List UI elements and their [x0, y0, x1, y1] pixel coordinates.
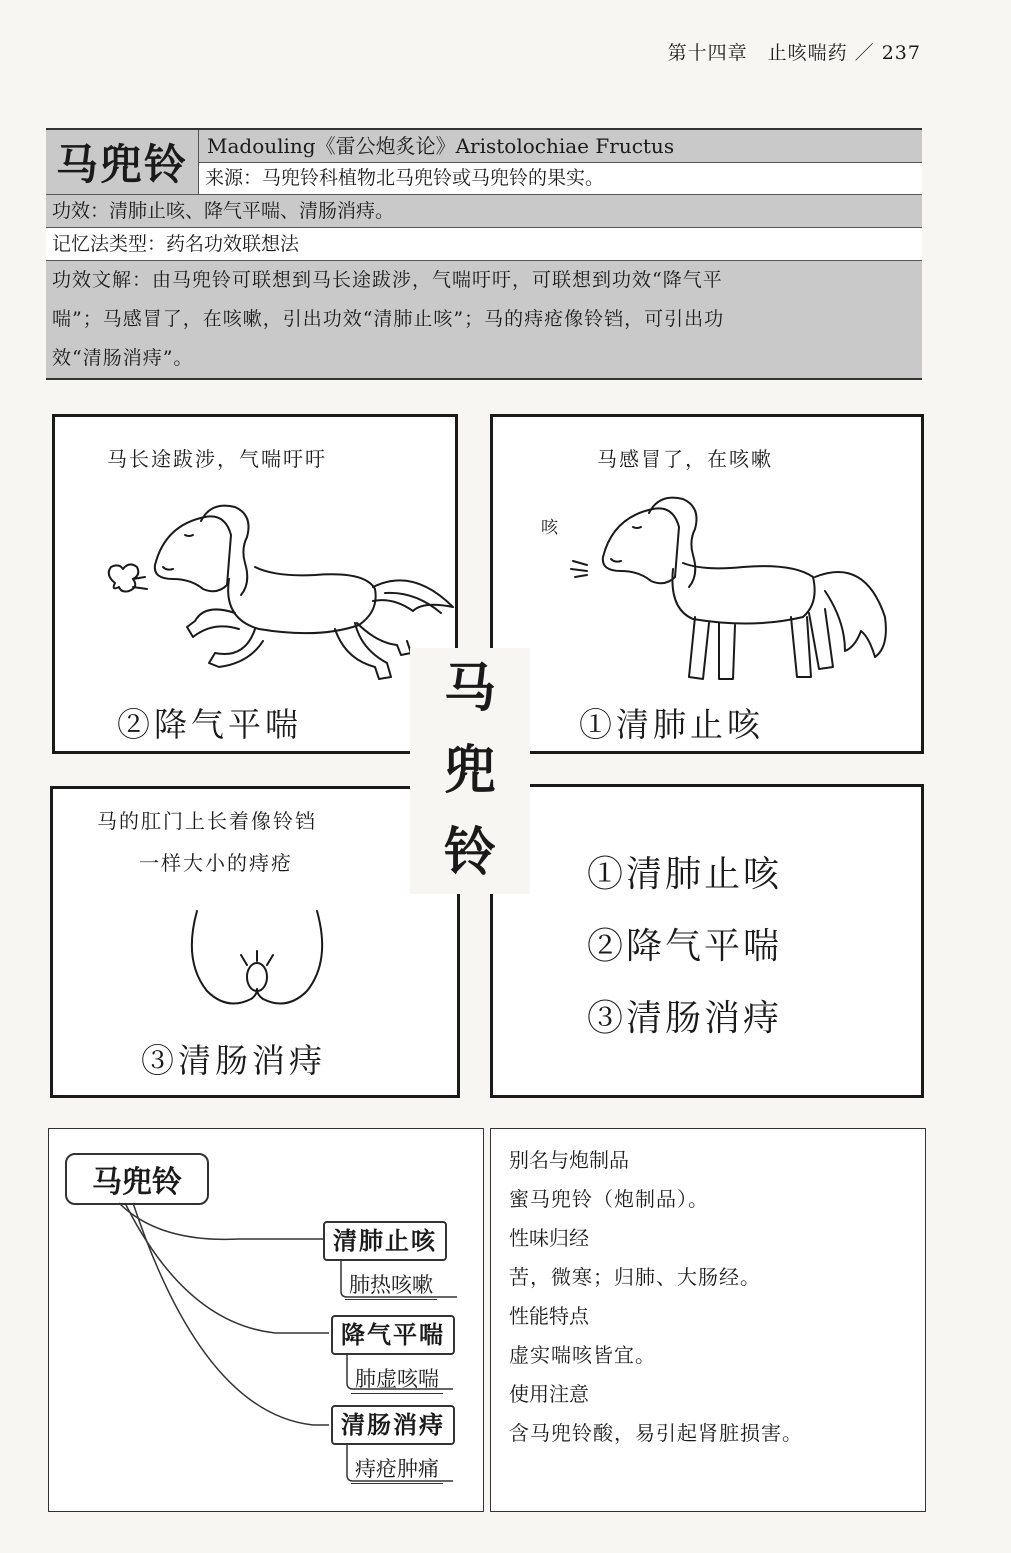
panel-running-horse [52, 414, 458, 754]
title-row [46, 130, 922, 195]
mindmap-branch: 降气平喘 [331, 1315, 455, 1355]
attr-value: 苦，微寒；归肺、大肠经。 [509, 1265, 761, 1289]
efficacy-list-item: ②降气平喘 [587, 926, 783, 967]
mindmap-box [48, 1128, 484, 1512]
panel-efficacy-label: ①清肺止咳 [579, 705, 764, 744]
center-char: 兜 [443, 740, 496, 801]
center-drug-title [410, 648, 530, 894]
mindmap-root: 马兜铃 [65, 1153, 209, 1205]
drug-name: 马兜铃 [46, 130, 199, 194]
efficacy-list-item: ①清肺止咳 [587, 854, 783, 895]
mindmap-sub: 肺热咳嗽 [345, 1269, 437, 1300]
attr-heading: 性能特点 [509, 1304, 589, 1328]
panel-efficacy-label: ③清肠消痔 [141, 1041, 326, 1080]
running-head: 第十四章 止咳喘药 ／ 237 [667, 42, 921, 64]
cough-text: 咳 [541, 518, 560, 538]
attributes-list [509, 1141, 803, 1453]
panel-caption: 马感冒了，在咳嗽 [597, 447, 773, 471]
panel-efficacy-label: ②降气平喘 [117, 705, 302, 744]
coughing-horse-illustration [563, 477, 903, 697]
mindmap-branch: 清肠消痔 [331, 1405, 455, 1445]
name-details [199, 130, 922, 194]
source-line: 来源：马兜铃科植物北马兜铃或马兜铃的果实。 [199, 163, 922, 194]
panel-efficacy-list [490, 784, 924, 1098]
latin-name: Madouling《雷公炮炙论》Aristolochiae Fructus [199, 130, 922, 163]
memory-type-line: 记忆法类型：药名功效联想法 [46, 228, 922, 261]
explanation-line: 效“清肠消痔”。 [52, 347, 194, 369]
attr-heading: 使用注意 [509, 1382, 589, 1406]
panel-coughing-horse [490, 414, 924, 754]
mindmap-branch: 清肺止咳 [323, 1221, 447, 1261]
hemorrhoid-illustration [177, 905, 337, 1015]
attr-value: 蜜马兜铃（炮制品）。 [509, 1187, 709, 1211]
efficacy-list-item: ③清肠消痔 [587, 998, 783, 1039]
mindmap-sub: 肺虚咳喘 [351, 1363, 443, 1394]
efficacy-line: 功效：清肺止咳、降气平喘、清肠消痔。 [46, 195, 922, 228]
panel-caption: 马的肛门上长着像铃铛 [97, 809, 317, 833]
explanation-line: 功效文解：由马兜铃可联想到马长途跋涉，气喘吁吁，可联想到功效“降气平 [52, 269, 723, 291]
attr-value: 含马兜铃酸，易引起肾脏损害。 [509, 1421, 803, 1445]
mindmap-sub: 痔疮肿痛 [351, 1453, 443, 1484]
attributes-box [490, 1128, 926, 1512]
running-horse-illustration [85, 483, 465, 683]
explanation-line: 喘”；马感冒了，在咳嗽，引出功效“清肺止咳”；马的痔疮像铃铛，可引出功 [52, 308, 725, 330]
panel-hemorrhoid [50, 786, 460, 1098]
attr-value: 虚实喘咳皆宜。 [509, 1343, 656, 1367]
explanation-block [46, 261, 922, 378]
efficacy-list [587, 839, 782, 1055]
center-char: 马 [443, 658, 496, 719]
attr-heading: 性味归经 [509, 1226, 589, 1250]
center-char: 铃 [443, 822, 496, 883]
panel-caption: 马长途跋涉，气喘吁吁 [107, 447, 327, 471]
drug-info-table [46, 128, 922, 380]
panel-caption: 一样大小的痔疮 [139, 851, 293, 875]
attr-heading: 别名与炮制品 [509, 1148, 629, 1172]
